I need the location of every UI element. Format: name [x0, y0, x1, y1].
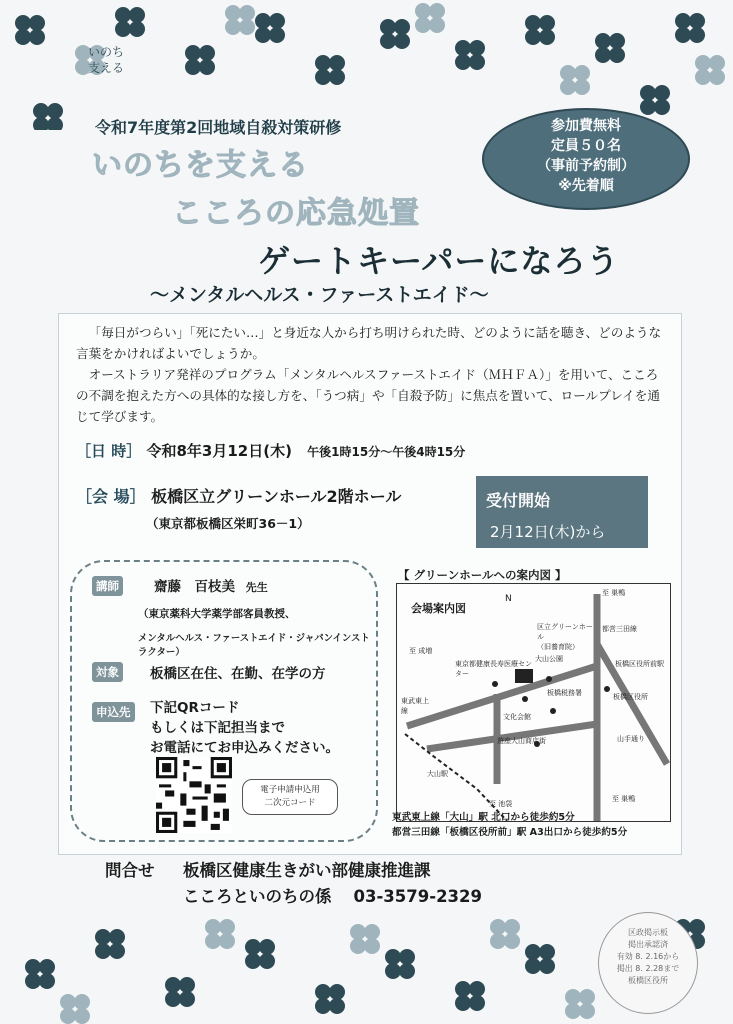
access-line2: 都営三田線「板橋区役所前」駅 A3出口から徒歩約5分	[392, 827, 628, 838]
datetime-label: ［日 時］	[76, 442, 142, 460]
event-subtitle: 令和7年度第2回地域自殺対策研修	[95, 118, 342, 137]
badge-capacity: 定員５０名	[551, 138, 621, 154]
approval-stamp	[598, 912, 698, 1014]
reception-date: 2月12日(木)から	[490, 523, 606, 541]
intro-text	[76, 322, 666, 427]
logo-line2: 支える	[88, 61, 125, 75]
badge-reservation: （事前予約制）	[537, 158, 635, 174]
reception-title: 受付開始	[486, 491, 551, 510]
badge-first-come: ※先着順	[558, 178, 614, 194]
map-label-health-center: 東京都健康長寿医療センター	[455, 660, 532, 678]
map-label-tobu: 東武東上線	[401, 697, 429, 715]
map-label-shotengai: 遊座大山商店街	[497, 737, 546, 745]
map-label-sugamo-bottom: 至 巣鴨	[612, 795, 636, 803]
badge-fee: 参加費無料	[551, 118, 621, 134]
intro-paragraph-1: 「毎日がつらい」「死にたい…」と身近な人から打ち明けられた時、どのように話を聴き、どのような言葉をかければよいでしょうか。	[76, 325, 662, 361]
headline-main: ゲートキーパーになろう	[258, 242, 620, 280]
target-tag: 対象	[92, 662, 123, 682]
access-line1: 東武東上線「大山」駅 北口から徒歩約5分	[392, 812, 575, 823]
contact-label: 問合せ	[105, 861, 155, 880]
lecturer-name: 齋藤 百枝美	[154, 579, 235, 595]
event-date: 令和8年3月12日(木)	[146, 442, 292, 460]
lecturer-suffix: 先生	[245, 581, 268, 594]
headline-line1: いのちを支える	[92, 148, 309, 183]
headline-line2: こころの応急処置	[172, 196, 420, 231]
access-map	[396, 583, 671, 822]
contact-phone[interactable]: 03-3579-2329	[353, 887, 483, 906]
map-label-sugamo-top: 至 巣鴨	[602, 589, 626, 597]
lecturer-affiliation-2: メンタルヘルス・ファーストエイド・ジャパンインストラクター）	[138, 633, 370, 658]
datetime-row	[76, 440, 465, 461]
stamp-line5: 板橋区役所	[628, 976, 668, 985]
map-label-yamanote: 山手通り	[617, 735, 645, 743]
qr-code[interactable]	[156, 757, 232, 833]
apply-text	[150, 698, 339, 758]
map-drawing	[397, 584, 670, 821]
apply-line2: もしくは下記担当まで	[150, 720, 285, 736]
reception-box	[476, 476, 648, 548]
map-label-ward-office: 板橋区役所	[613, 693, 648, 701]
logo-line1: いのち	[88, 45, 125, 59]
fee-badge	[482, 108, 690, 210]
contact-dept: 板橋区健康生きがい部健康推進課	[183, 861, 431, 880]
event-time: 午後1時15分～午後4時15分	[307, 445, 466, 459]
map-label-green-hall: 区立グリーンホール	[537, 623, 593, 641]
qr-note-line2: 二次元コード	[264, 798, 316, 808]
intro-paragraph-2: オーストラリア発祥のプログラム「メンタルヘルスファーストエイド（ＭＨＦＡ）」を用いて、こころの不調を抱えた方への具体的な接し方を、「うつ病」や「自殺予防」に焦点を置いて、ロールプレイを通じて学びます。	[76, 367, 660, 424]
headline-sub: ～メンタルヘルス・ファーストエイド～	[150, 284, 489, 306]
apply-tag: 申込先	[92, 702, 135, 722]
stamp-line1: 区政掲示板	[628, 928, 668, 937]
target-text: 板橋区在住、在勤、在学の方	[150, 666, 326, 682]
map-label-culture-hall: 文化会館	[503, 713, 531, 721]
lecturer-name-row	[154, 575, 268, 595]
map-label-oyama-park: 大山公園	[535, 655, 563, 663]
venue-row	[76, 484, 401, 507]
map-label-narimasu: 至 成増	[409, 647, 433, 655]
map-label-ikebukuro: 至 池袋	[489, 800, 513, 808]
map-label-kuyakusho-station: 板橋区役所前駅	[615, 660, 664, 668]
contact-section: こころといのちの係	[183, 887, 332, 906]
stamp-line4: 掲出 8. 2.28まで	[616, 964, 680, 973]
map-label-toei: 都営三田線	[602, 625, 637, 633]
stamp-line2: 掲出承認済	[628, 940, 668, 949]
map-label-tax-office: 板橋税務署	[547, 689, 582, 697]
qr-note	[242, 779, 338, 815]
venue-label: ［会 場］	[76, 487, 146, 506]
apply-line3: お電話にてお申込みください。	[150, 740, 339, 756]
north-arrow: N	[505, 594, 512, 604]
logo	[34, 44, 154, 104]
map-label-old-name: （旧養育院）	[537, 643, 579, 651]
venue-name: 板橋区立グリーンホール2階ホール	[151, 487, 402, 506]
map-title: 【 グリーンホールへの案内図 】	[398, 568, 567, 582]
apply-line1: 下記QRコード	[150, 700, 240, 716]
contact-block	[105, 858, 482, 910]
stamp-line3: 有効 8. 2.16から	[616, 952, 680, 961]
map-label: 会場案内図	[411, 602, 466, 615]
lecturer-affiliation-1: （東京薬科大学薬学部客員教授、	[138, 608, 296, 620]
venue-address: （東京都板橋区栄町36－1）	[146, 516, 310, 531]
lecturer-tag: 講師	[92, 576, 123, 596]
access-info	[392, 810, 627, 840]
map-label-oyama-station: 大山駅	[427, 770, 448, 778]
qr-note-line1: 電子申請申込用	[260, 785, 320, 795]
